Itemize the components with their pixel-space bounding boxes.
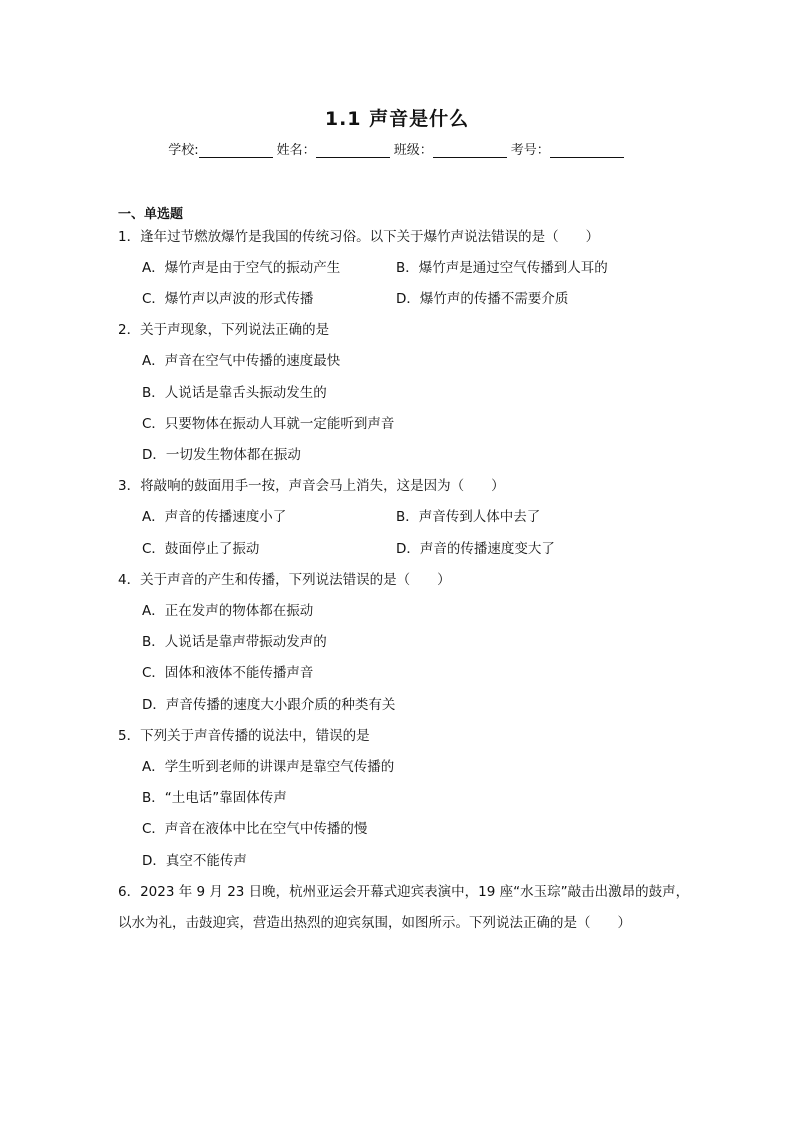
question-1-option-a[interactable]: A．爆竹声是由于空气的振动产生	[142, 260, 341, 276]
class-label: 班级：	[393, 143, 433, 158]
school-field	[168, 139, 274, 158]
question-5-stem: 5．下列关于声音传播的说法中，错误的是	[118, 728, 370, 744]
student-info-row	[0, 139, 794, 158]
question-5-option-b[interactable]: B．“土电话”靠固体传声	[142, 790, 287, 806]
question-1-option-b[interactable]: B．爆竹声是通过空气传播到人耳的	[396, 260, 608, 276]
name-blank[interactable]	[316, 143, 390, 158]
page-title: 1.1 声音是什么	[324, 108, 470, 130]
name-field	[277, 139, 392, 158]
question-2-stem: 2．关于声现象，下列说法正确的是	[118, 322, 330, 338]
question-2-option-a[interactable]: A．声音在空气中传播的速度最快	[142, 353, 341, 369]
class-field	[394, 139, 509, 158]
question-5-option-a[interactable]: A．学生听到老师的讲课声是靠空气传播的	[142, 759, 395, 775]
class-blank[interactable]	[433, 143, 507, 158]
question-6-stem-continued: 以水为礼，击鼓迎宾，营造出热烈的迎宾氛围，如图所示。下列说法正确的是（ ）	[118, 915, 631, 931]
school-blank[interactable]	[199, 143, 273, 158]
question-4-stem: 4．关于声音的产生和传播，下列说法错误的是（ ）	[118, 572, 451, 588]
name-label: 姓名：	[276, 143, 316, 158]
question-5-option-c[interactable]: C．声音在液体中比在空气中传播的慢	[142, 821, 368, 837]
question-6-stem: 6．2023 年 9 月 23 日晚，杭州亚运会开幕式迎宾表演中，19 座“水玉琮”敲击出激昂的鼓声，	[118, 884, 690, 900]
question-2-option-c[interactable]: C．只要物体在振动人耳就一定能听到声音	[142, 416, 395, 432]
question-5-option-d[interactable]: D．真空不能传声	[142, 853, 247, 869]
exam-number-label: 考号：	[510, 143, 550, 158]
question-2-option-b[interactable]: B．人说话是靠舌头振动发生的	[142, 385, 327, 401]
question-1-option-c[interactable]: C．爆竹声以声波的形式传播	[142, 291, 314, 307]
section-heading: 一、单选题	[118, 207, 184, 222]
question-4-option-c[interactable]: C．固体和液体不能传播声音	[142, 665, 314, 681]
exam-number-field	[511, 139, 626, 158]
question-3-option-c[interactable]: C．鼓面停止了振动	[142, 541, 260, 557]
question-1-stem: 1．逢年过节燃放爆竹是我国的传统习俗。以下关于爆竹声说法错误的是（ ）	[118, 229, 600, 245]
question-3-option-a[interactable]: A．声音的传播速度小了	[142, 509, 287, 525]
question-1-option-d[interactable]: D．爆竹声的传播不需要介质	[396, 291, 569, 307]
question-4-option-a[interactable]: A．正在发声的物体都在振动	[142, 603, 314, 619]
question-2-option-d[interactable]: D．一切发生物体都在振动	[142, 447, 301, 463]
question-3-option-b[interactable]: B．声音传到人体中去了	[396, 509, 541, 525]
question-4-option-b[interactable]: B．人说话是靠声带振动发声的	[142, 634, 327, 650]
question-3-stem: 3．将敲响的鼓面用手一按，声音会马上消失，这是因为（ ）	[118, 478, 505, 494]
question-3-option-d[interactable]: D．声音的传播速度变大了	[396, 541, 555, 557]
school-label: 学校:	[168, 143, 199, 158]
exam-number-blank[interactable]	[550, 143, 624, 158]
question-4-option-d[interactable]: D．声音传播的速度大小跟介质的种类有关	[142, 697, 396, 713]
